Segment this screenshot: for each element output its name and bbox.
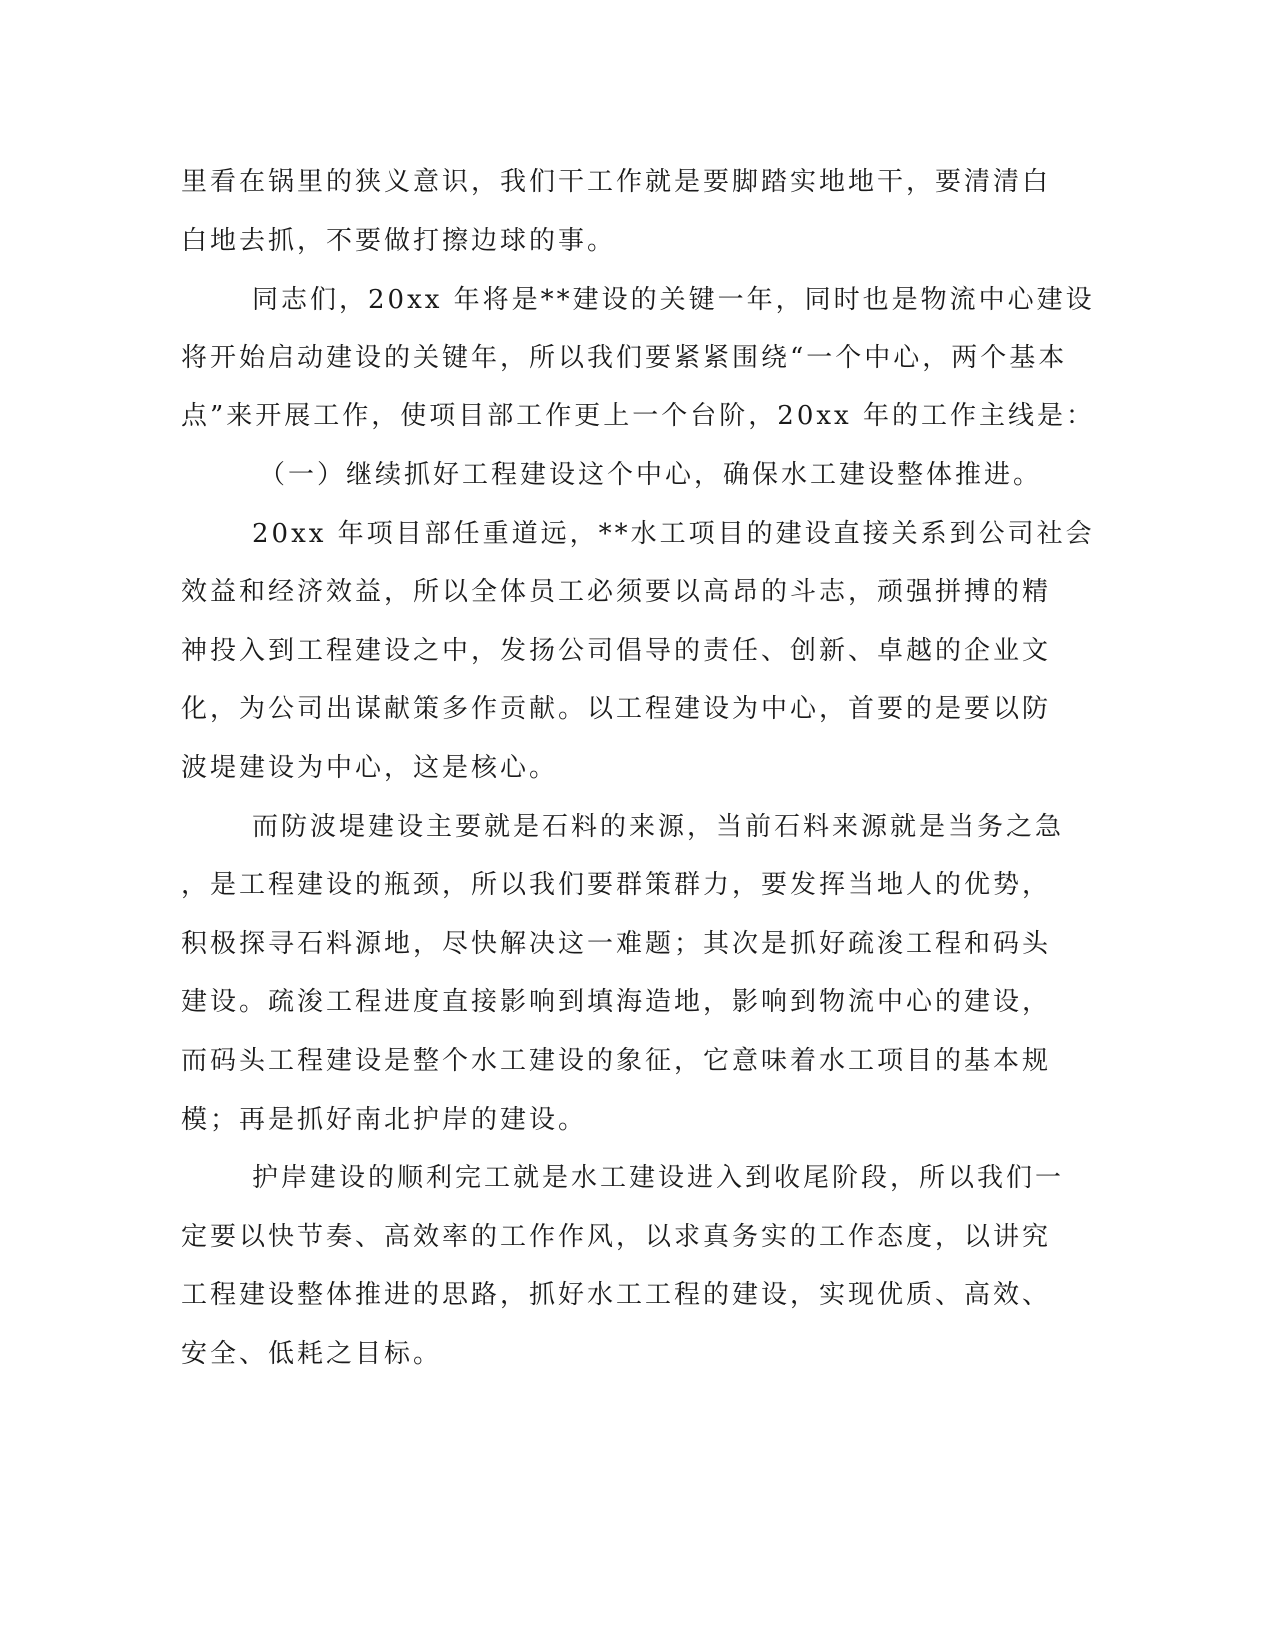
text-line: 点”来开展工作，使项目部工作更上一个台阶，20xx 年的工作主线是： [181, 401, 1095, 431]
section-heading: （一）继续抓好工程建设这个中心，确保水工建设整体推进。 [259, 460, 1043, 490]
text-line: 效益和经济效益，所以全体员工必须要以高昂的斗志，顽强拼搏的精 [181, 577, 1052, 607]
text-line: 白地去抓，不要做打擦边球的事。 [181, 226, 617, 256]
text-line: 化，为公司出谋献策多作贡献。以工程建设为中心，首要的是要以防 [181, 694, 1052, 724]
text-line: 安全、低耗之目标。 [181, 1339, 443, 1369]
text-line: 定要以快节奏、高效率的工作作风，以求真务实的工作态度，以讲究 [181, 1222, 1052, 1252]
text-line: 工程建设整体推进的思路，抓好水工工程的建设，实现优质、高效、 [181, 1280, 1052, 1310]
text-line: 模；再是抓好南北护岸的建设。 [181, 1105, 588, 1135]
text-line: 波堤建设为中心，这是核心。 [181, 753, 559, 783]
text-line: ，是工程建设的瓶颈，所以我们要群策群力，要发挥当地人的优势， [181, 870, 1052, 900]
paragraph-first-line: 护岸建设的顺利完工就是水工建设进入到收尾阶段，所以我们一 [252, 1163, 1065, 1193]
text-line: 而码头工程建设是整个水工建设的象征，它意味着水工项目的基本规 [181, 1046, 1052, 1076]
text-line: 积极探寻石料源地，尽快解决这一难题；其次是抓好疏浚工程和码头 [181, 929, 1052, 959]
text-line: 建设。疏浚工程进度直接影响到填海造地，影响到物流中心的建设， [181, 987, 1052, 1017]
text-line: 神投入到工程建设之中，发扬公司倡导的责任、创新、卓越的企业文 [181, 636, 1052, 666]
paragraph-first-line: 而防波堤建设主要就是石料的来源，当前石料来源就是当务之急 [252, 812, 1065, 842]
text-line: 将开始启动建设的关键年，所以我们要紧紧围绕“一个中心，两个基本 [181, 343, 1068, 373]
paragraph-first-line: 20xx 年项目部任重道远，**水工项目的建设直接关系到公司社会 [252, 519, 1095, 549]
text-line: 里看在锅里的狭义意识，我们干工作就是要脚踏实地地干，要清清白 [181, 167, 1052, 197]
paragraph-first-line: 同志们，20xx 年将是**建设的关键一年，同时也是物流中心建设 [252, 285, 1095, 315]
